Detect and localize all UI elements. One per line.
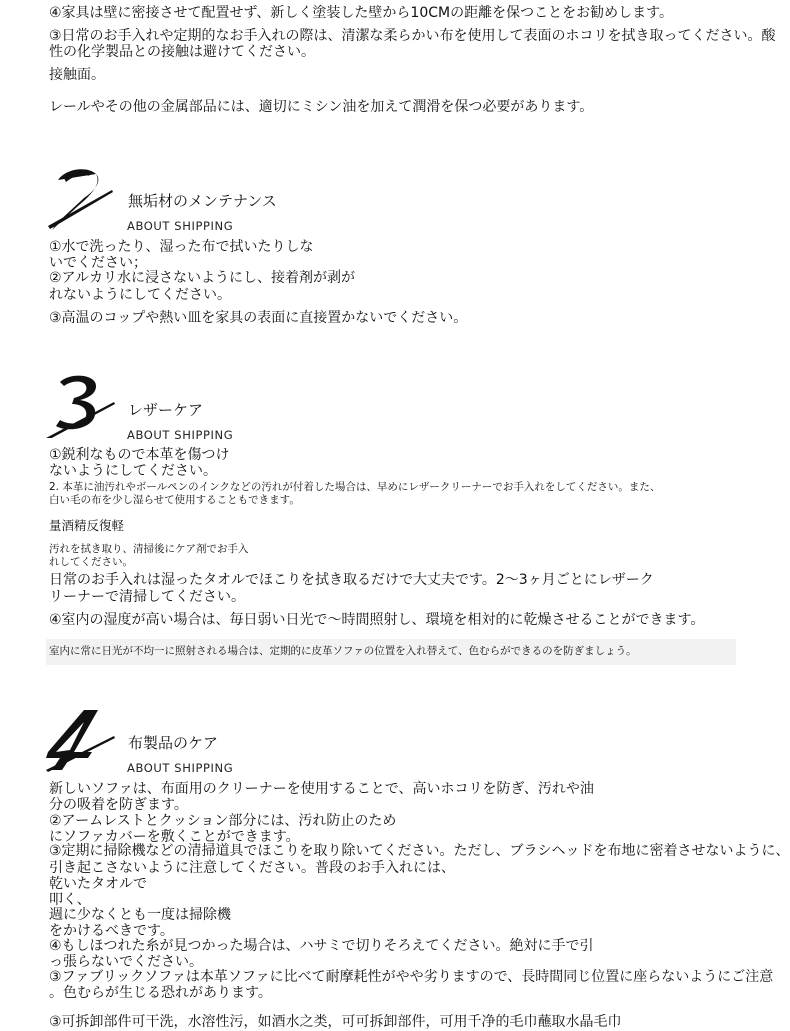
- section-3-line-9: リーナーで清掃してください。: [49, 589, 245, 605]
- section-3-title: レザーケア: [128, 401, 204, 419]
- section-4-line-6: 引き起こさないように注意してください。普段のお手入れには、: [49, 860, 455, 876]
- section-3-line-1: ①鋭利なもので本革を傷つけ: [49, 447, 230, 463]
- section-4-line-1: 新しいソファは、布面用のクリーナーを使用することで、高いホコリを防ぎ、汚れや油: [49, 781, 594, 797]
- section-3-subtitle: ABOUT SHIPPING: [127, 428, 234, 442]
- section-2-line-2: いでください；: [49, 255, 147, 271]
- section-3-line-10: ④室内の湿度が高い場合は、毎日弱い日光で〜時間照射し、環境を相対的に乾燥させることができます。: [49, 612, 705, 628]
- section-3-line-2: ないようにしてください。: [49, 463, 217, 479]
- section-number-3-icon: [44, 374, 116, 438]
- intro-line-5: レールやその他の金属部品には、適切にミシン油を加えて潤滑を保つ必要があります。: [49, 99, 594, 115]
- section-4-line-10: をかけるべきです。: [49, 923, 174, 939]
- section-3-line-6: 汚れを拭き取り、清掃後にケア剤でお手入: [49, 543, 249, 555]
- section-3-line-7: れしてください。: [49, 556, 133, 568]
- section-2-subtitle: ABOUT SHIPPING: [127, 219, 234, 233]
- intro-line-3: 性の化学製品との接触は避けてください。: [49, 44, 315, 60]
- section-2-title: 無垢材のメンテナンス: [128, 192, 277, 210]
- section-2-line-5: ③高温のコップや熱い皿を家具の表面に直接置かないでください。: [49, 310, 468, 326]
- section-3-line-8: 日常のお手入れは湿ったタオルでほこりを拭き取るだけで大丈夫です。2〜3ヶ月ごとにレザーク: [49, 572, 654, 588]
- section-4-line-14: 。色むらが生じる恐れがあります。: [49, 985, 272, 1001]
- section-3-line-11: 室内に常に日光が不均一に照射される場合は、定期的に皮革ソファの位置を入れ替えて、色むらができるのを防ぎましょう。: [49, 645, 637, 657]
- section-4-line-8: 叩く、: [49, 892, 91, 908]
- section-4-line-9: 週に少なくとも一度は掃除機: [49, 907, 231, 923]
- section-4-line-4: にソファカバーを敷くことができます。: [49, 829, 300, 845]
- section-2-line-4: れないようにしてください。: [49, 287, 231, 303]
- section-number-4-icon: [44, 708, 116, 772]
- section-number-2-icon: [44, 166, 116, 230]
- section-4-line-11: ④もしほつれた糸が見つかった場合は、ハサミで切りそろえてください。絶対に手で引: [49, 938, 594, 954]
- section-3-line-4: 白い毛の布を少し湿らせて使用することもできます。: [49, 494, 300, 506]
- section-3-line-5: 量酒精反復軽: [49, 518, 125, 533]
- intro-line-2: ③日常のお手入れや定期的なお手入れの際は、清潔な柔らかい布を使用して表面のホコリを拭き取ってください。酸: [49, 28, 776, 44]
- section-4-line-12: っ張らないでください。: [49, 954, 203, 970]
- section-2-line-3: ②アルカリ水に浸さないようにし、接着剤が剥が: [49, 270, 355, 286]
- section-4-line-3: ②アームレストとクッション部分には、汚れ防止のため: [49, 813, 397, 829]
- section-3-line-3: 2. 本革に油汚れやボールペンのインクなどの汚れが付着した場合は、早めにレザークリーナーでお手入れをしてください。また、: [49, 481, 661, 493]
- section-4-line-15: ③可拆卸部件可干洗，水溶性污，如酒水之类，可可拆卸部件，可用千净的毛巾蘸取水晶毛巾: [49, 1014, 622, 1030]
- intro-line-1: ④家具は壁に密接させて配置せず、新しく塗装した壁から10CMの距離を保つことをお勧めします。: [49, 5, 673, 21]
- section-4-line-7: 乾いたタオルで: [49, 876, 147, 892]
- section-4-subtitle: ABOUT SHIPPING: [127, 761, 234, 775]
- section-4-line-13: ③ファブリックソファは本革ソファに比べて耐摩耗性がやや劣りますので、長時間同じ位置に座らないようにご注意: [49, 969, 774, 985]
- section-4-title: 布製品のケア: [128, 734, 219, 752]
- intro-line-4: 接触面。: [49, 67, 105, 83]
- section-4-line-5: ③定期に掃除機などの清掃道具でほこりを取り除いてください。ただし、ブラシヘッドを布地に密着させないように、: [49, 843, 790, 859]
- section-4-line-2: 分の吸着を防ぎます。: [49, 797, 188, 813]
- section-2-line-1: ①水で洗ったり、湿った布で拭いたりしな: [49, 239, 314, 255]
